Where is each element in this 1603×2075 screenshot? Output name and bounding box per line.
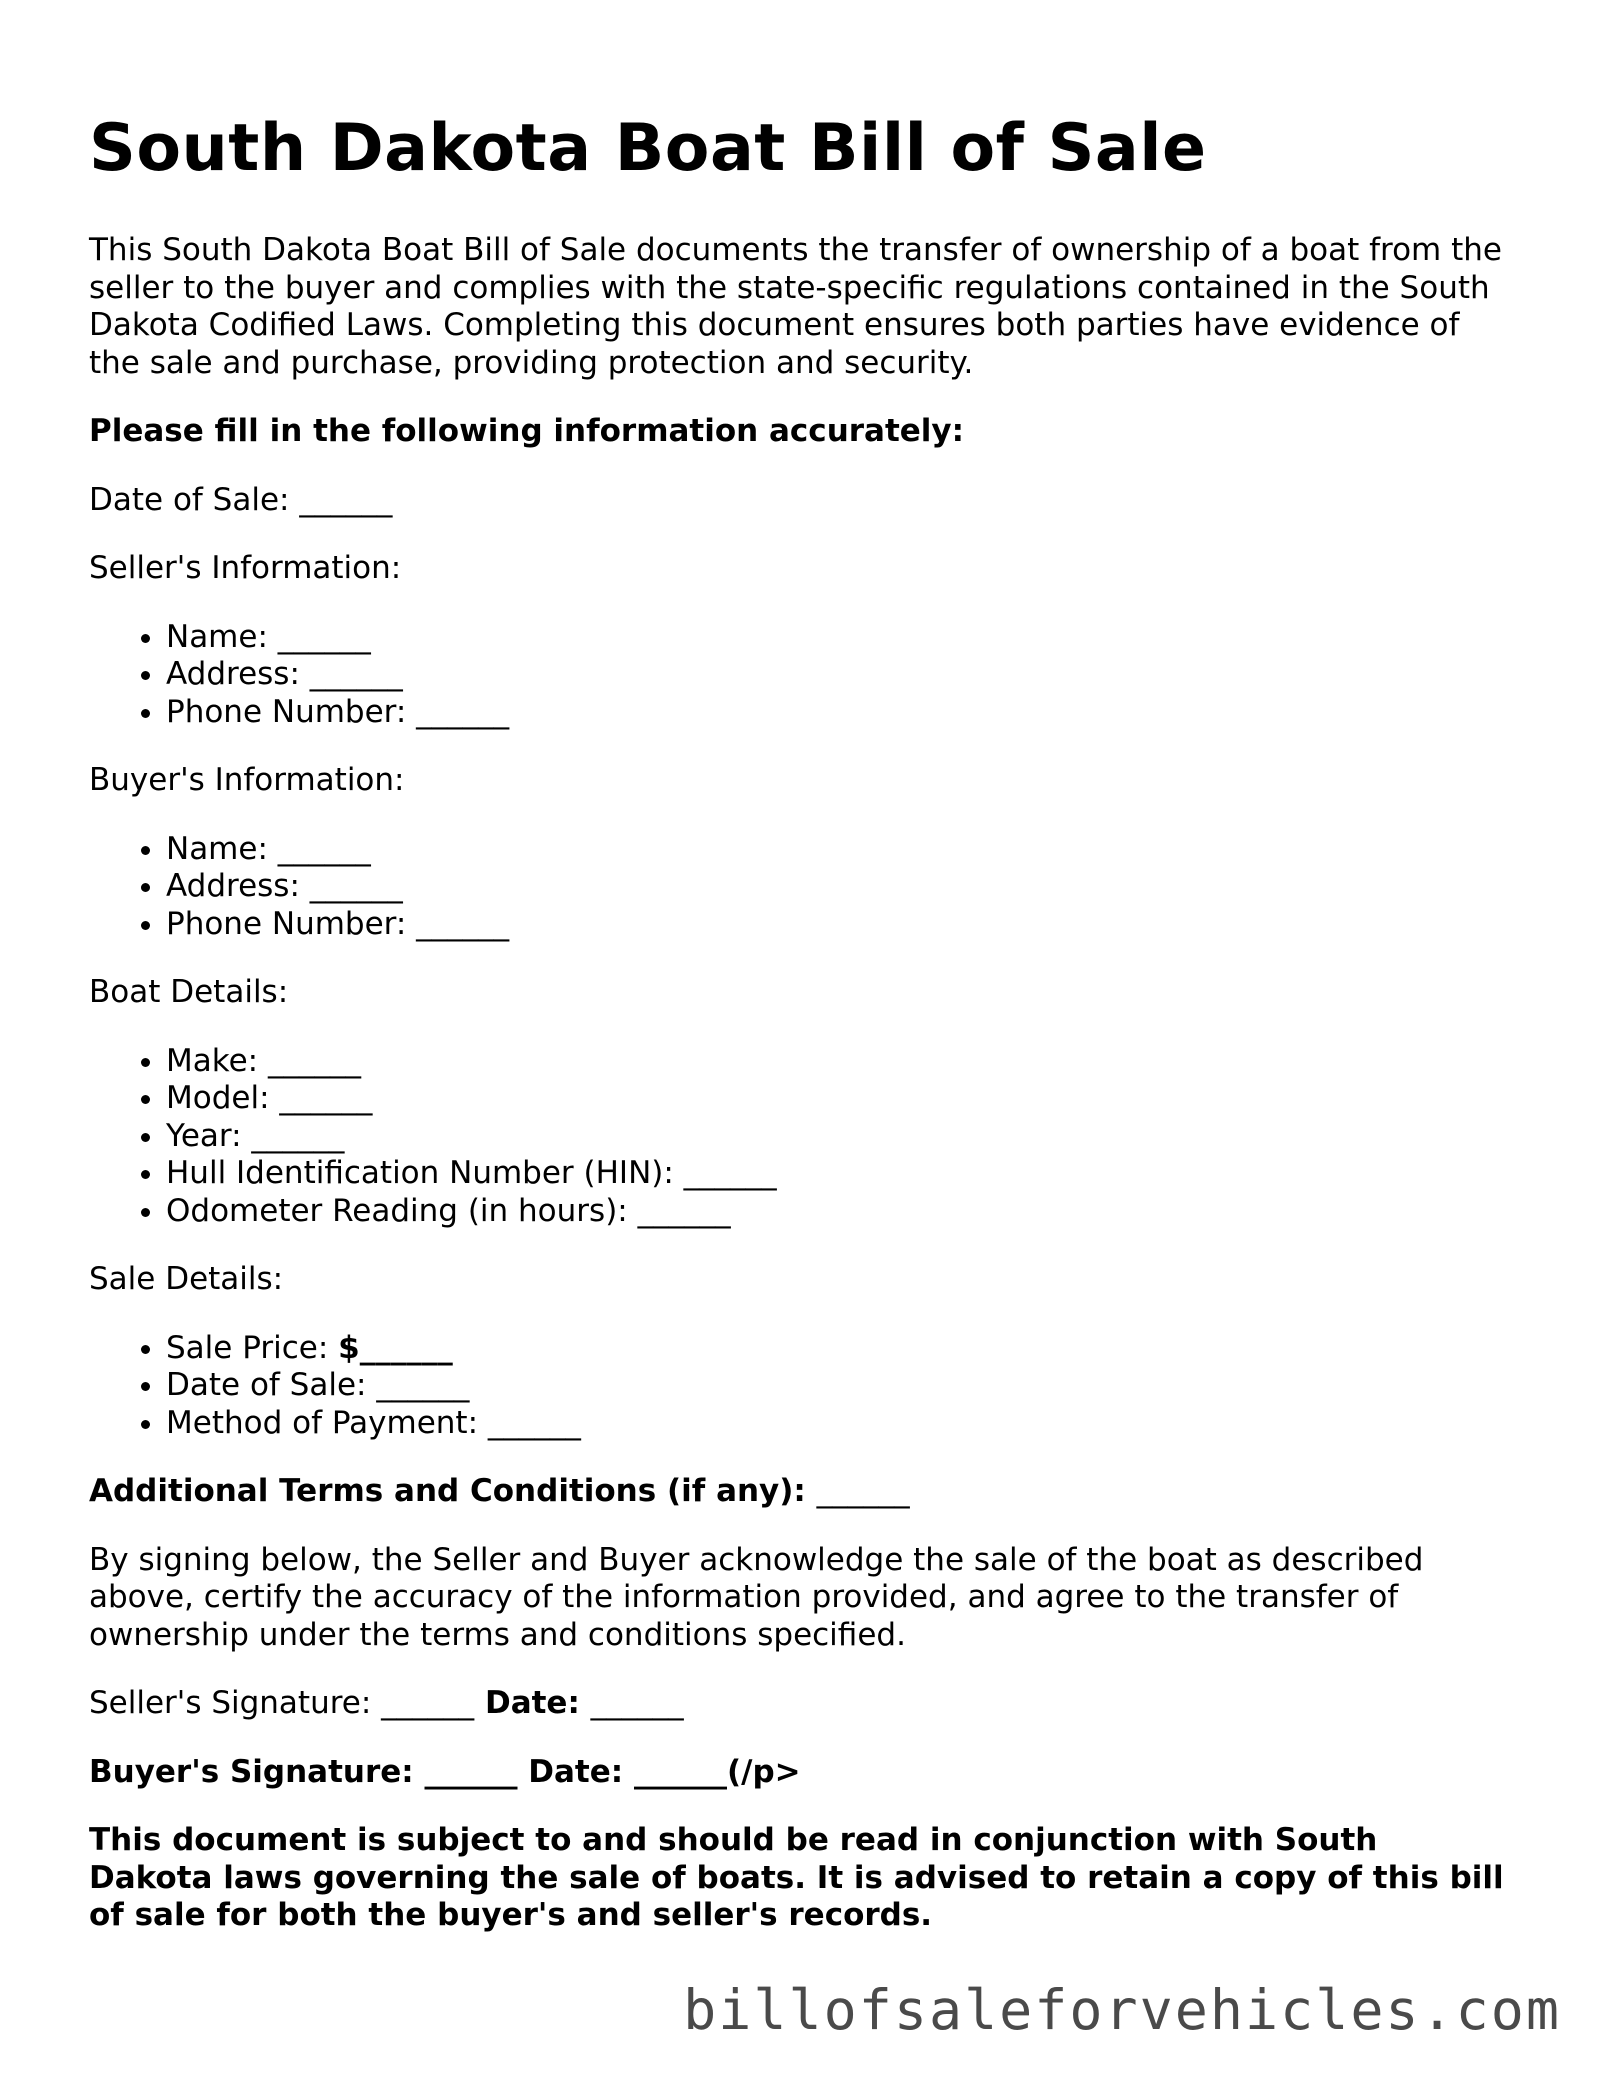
boat-make-blank[interactable]: ______ [267, 1042, 361, 1079]
buyer-signature-line: Buyer's Signature: ______ Date: ______(/p> [89, 1753, 801, 1790]
list-item [166, 1330, 1509, 1368]
sale-price-label: Sale Price: [166, 1329, 339, 1366]
list-item [166, 1193, 1509, 1231]
terms-blank[interactable]: ______ [816, 1473, 910, 1509]
terms-field [89, 1473, 1509, 1511]
instruction-text: Please fill in the following information accurately: [89, 413, 965, 449]
seller-list [89, 619, 1509, 732]
seller-address-blank[interactable]: ______ [309, 656, 403, 692]
sale-heading: Sale Details: [89, 1261, 284, 1297]
buyer-heading: Buyer's Information: [89, 762, 405, 798]
seller-phone-label: Phone Number: [166, 693, 417, 730]
date-of-sale-blank[interactable]: ______ [299, 481, 393, 518]
buyer-address-blank[interactable]: ______ [309, 868, 403, 904]
seller-address-label: Address: [166, 656, 310, 692]
seller-signature-blank[interactable]: ______ [381, 1685, 475, 1721]
list-item [166, 831, 1509, 869]
sale-date-label: Date of Sale: [166, 1367, 377, 1403]
page-title: South Dakota Boat Bill of Sale [89, 111, 1207, 186]
list-item [166, 1080, 1509, 1118]
seller-heading: Seller's Information: [89, 550, 402, 586]
list-item [166, 1405, 1509, 1443]
buyer-list [89, 831, 1509, 944]
buyer-name-blank[interactable]: ______ [277, 830, 371, 867]
payment-method-label: Method of Payment: [166, 1404, 488, 1441]
payment-method-blank[interactable]: ______ [487, 1404, 581, 1441]
buyer-phone-blank[interactable]: ______ [416, 905, 510, 942]
list-item [166, 868, 1509, 906]
buyer-name-label: Name: [166, 830, 278, 867]
seller-name-label: Name: [166, 618, 278, 655]
date-of-sale-field [89, 482, 1509, 520]
list-item [166, 656, 1509, 694]
watermark: billofsaleforvehicles.com [683, 1978, 1561, 2042]
sale-list [89, 1330, 1509, 1443]
terms-label: Additional Terms and Conditions (if any): [89, 1473, 817, 1509]
intro-paragraph: This South Dakota Boat Bill of Sale documents the transfer of ownership of a boat from the seller to the buyer and complies with the state-specific regulations contained in the South Dakota Codified Laws. Completing this document ensures both parties have evidence of the sale and purchase, providing protection and security. [89, 232, 1502, 381]
boat-list [89, 1043, 1509, 1231]
list-item [166, 1367, 1509, 1405]
seller-signature-line [89, 1685, 1509, 1723]
buyer-address-label: Address: [166, 868, 310, 904]
boat-year-label: Year: [166, 1117, 252, 1154]
boat-hin-label: Hull Identification Number (HIN): [166, 1155, 684, 1191]
boat-model-label: Model: [166, 1080, 280, 1116]
date-of-sale-label: Date of Sale: [89, 481, 300, 518]
boat-heading: Boat Details: [89, 974, 289, 1010]
seller-signature-label: Seller's Signature: [89, 1685, 382, 1721]
seller-signature-date-label: Date: [474, 1685, 591, 1721]
boat-make-label: Make: [166, 1042, 268, 1079]
list-item [166, 906, 1509, 944]
boat-odometer-blank[interactable]: ______ [637, 1192, 731, 1229]
seller-phone-blank[interactable]: ______ [416, 693, 510, 730]
boat-hin-blank[interactable]: ______ [683, 1155, 777, 1191]
acknowledgement-paragraph: By signing below, the Seller and Buyer acknowledge the sale of the boat as described above, certify the accuracy of the information provided, and agree to the transfer of ownership under the terms and conditions specified. [89, 1541, 1424, 1653]
boat-year-blank[interactable]: ______ [251, 1117, 345, 1154]
boat-model-blank[interactable]: ______ [279, 1080, 373, 1116]
seller-signature-date-blank[interactable]: ______ [590, 1685, 684, 1721]
list-item [166, 1043, 1509, 1081]
list-item [166, 619, 1509, 657]
buyer-phone-label: Phone Number: [166, 905, 417, 942]
footer-note: This document is subject to and should be read in conjunction with South Dakota laws governing the sale of boats. It is advised to retain a copy of this bill of sale for both the buyer's and seller's records. [89, 1822, 1504, 1933]
boat-odometer-label: Odometer Reading (in hours): [166, 1192, 638, 1229]
list-item [166, 1118, 1509, 1156]
sale-price-blank[interactable]: $______ [338, 1329, 453, 1366]
document [89, 108, 1509, 1966]
list-item [166, 1155, 1509, 1193]
list-item [166, 694, 1509, 732]
sale-date-blank[interactable]: ______ [376, 1367, 470, 1403]
seller-name-blank[interactable]: ______ [277, 618, 371, 655]
